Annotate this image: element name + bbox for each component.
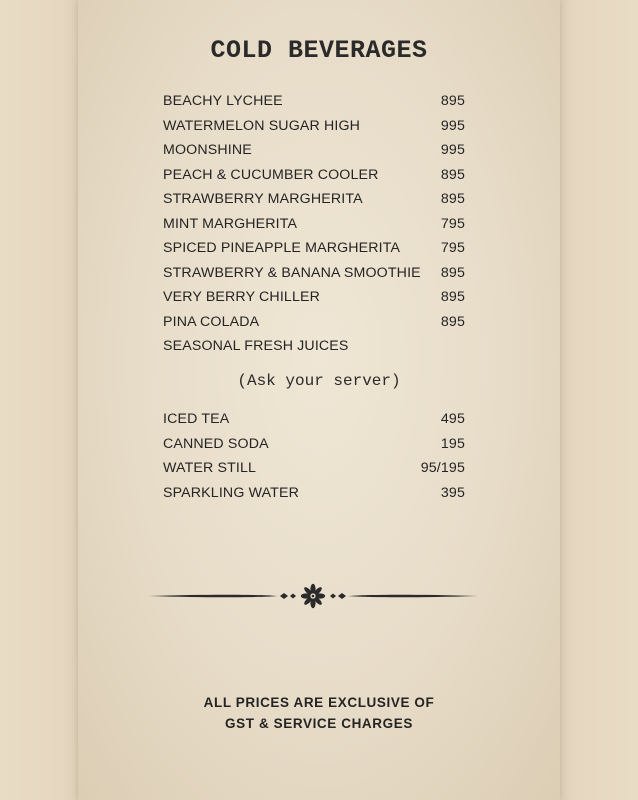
item-price: 995 (440, 117, 465, 134)
menu-item (163, 265, 465, 290)
menu-item (163, 240, 465, 265)
left-background-panel (0, 0, 78, 800)
item-name: PINA COLADA (163, 313, 260, 330)
footer-line-1: ALL PRICES ARE EXCLUSIVE OF (203, 695, 435, 710)
menu-item (163, 118, 465, 143)
item-price: 995 (440, 142, 465, 158)
item-price: 895 (440, 166, 465, 183)
price-disclaimer (78, 692, 560, 734)
other-drinks-list (163, 411, 465, 509)
item-name: WATER STILL (163, 460, 257, 476)
item-price: 895 (440, 191, 465, 207)
menu-title: COLD BEVERAGES (210, 36, 428, 65)
item-name: BEACHY LYCHEE (163, 93, 283, 109)
item-price: 95/195 (420, 460, 465, 476)
right-background-panel (560, 0, 638, 800)
item-name: SEASONAL FRESH JUICES (163, 338, 349, 354)
ornamental-divider-icon (148, 583, 478, 609)
item-name: CANNED SODA (163, 435, 269, 452)
item-name: SPICED PINEAPPLE MARGHERITA (163, 240, 401, 256)
item-name: STRAWBERRY & BANANA SMOOTHIE (163, 264, 421, 281)
item-name: MOONSHINE (163, 142, 252, 158)
menu-item (163, 191, 465, 216)
menu-item (163, 338, 465, 363)
menu-item (163, 93, 465, 118)
item-price: 395 (440, 484, 465, 501)
item-name: VERY BERRY CHILLER (163, 289, 320, 305)
ask-server-note: (Ask your server) (237, 372, 401, 390)
item-price: 895 (440, 264, 465, 281)
menu-item (163, 460, 465, 485)
item-price: 795 (440, 240, 465, 256)
menu-item (163, 485, 465, 510)
item-price: 895 (440, 313, 465, 330)
menu-item (163, 216, 465, 241)
item-name: ICED TEA (163, 411, 230, 427)
item-name: MINT MARGHERITA (163, 215, 298, 232)
menu-page (78, 0, 560, 800)
menu-item (163, 289, 465, 314)
item-price: 195 (440, 435, 465, 452)
item-price: 795 (440, 215, 465, 232)
item-price: 495 (440, 411, 465, 427)
menu-item (163, 436, 465, 461)
beverage-list (163, 93, 465, 363)
menu-item (163, 167, 465, 192)
item-price: 895 (440, 289, 465, 305)
item-name: PEACH & CUCUMBER COOLER (163, 166, 379, 183)
item-name: SPARKLING WATER (163, 484, 299, 501)
item-name: WATERMELON SUGAR HIGH (163, 117, 361, 134)
menu-item (163, 314, 465, 339)
item-name: STRAWBERRY MARGHERITA (163, 191, 363, 207)
footer-line-2: GST & SERVICE CHARGES (225, 716, 413, 731)
item-price: 895 (440, 93, 465, 109)
menu-item (163, 411, 465, 436)
menu-item (163, 142, 465, 167)
